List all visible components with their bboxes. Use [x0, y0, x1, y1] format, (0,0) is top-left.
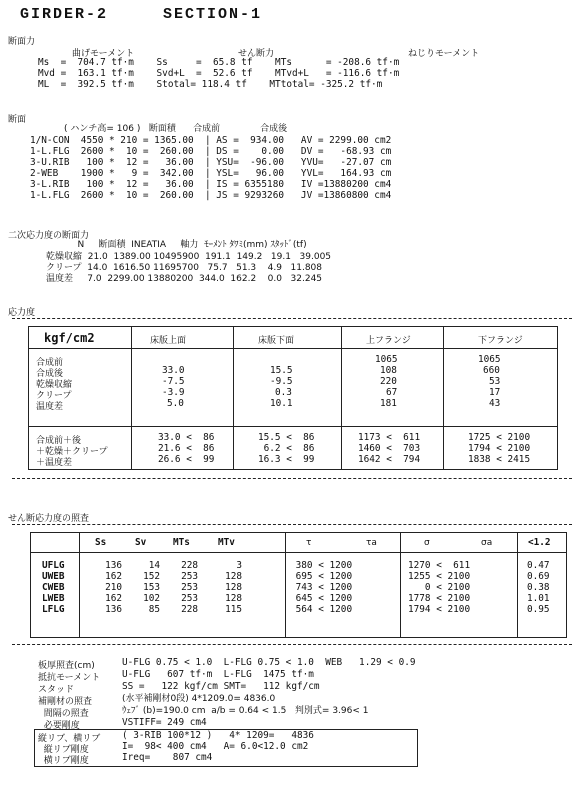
stress-cell: 181 — [380, 398, 397, 409]
forces-col-shear: せん断力 — [238, 49, 275, 59]
shear-cell: 0.47 — [527, 560, 550, 571]
section-row: 1-L.FLG 2600 * 10 = 260.00 | JS = 9293260 JV =13860800 cm4 — [30, 190, 392, 201]
shear-cell: 128 — [225, 571, 242, 582]
section-row: 1/N-CON 4550 * 210 = 1365.00 | AS = 934.00 AV = 2299.00 cm2 — [30, 135, 392, 146]
shear-cell: 0.95 — [527, 604, 550, 615]
stress-cell: 5.0 — [167, 398, 184, 409]
stress-cell: 15.5 < 86 — [258, 432, 315, 443]
stress-cell: 6.2 < 86 — [258, 443, 315, 454]
stress-col-upper-flange: 上フランジ — [366, 336, 411, 346]
shear-cell: 1255 < 2100 — [408, 571, 471, 582]
stress-heading: 応力度 — [8, 308, 36, 318]
forces-row: Ms = 704.7 tf·m Ss = 65.8 tf MTs = -208.6 tf·m — [38, 57, 400, 68]
stress-cell: 1725 < 2100 — [468, 432, 531, 443]
shear-cell: 0 < 2100 — [408, 582, 471, 593]
section-row: 3-L.RIB 100 * 12 = 36.00 | IS = 6355180 IV =13880200 cm4 — [30, 179, 392, 190]
section-row: 3-U.RIB 100 * 12 = 36.00 | YSU= -96.00 YVU= -27.07 cm — [30, 157, 392, 168]
stress-col-unit: kgf/cm2 — [44, 331, 95, 345]
stress-cell: 1065 — [478, 354, 501, 365]
stress-row-label: 合成前＋後 — [36, 436, 82, 446]
check-label: 抵抗モーメント — [38, 673, 101, 683]
secondary-row: クリープ 14.0 1616.50 11695700 75.7 51.3 4.9 11.808 — [46, 263, 322, 273]
stress-row-label: 温度差 — [36, 402, 64, 412]
stress-row-label: ＋乾燥＋クリープ — [36, 447, 108, 457]
secondary-heading: 二次応力度の断面力 — [8, 231, 90, 241]
check-label: 板厚照査(cm) — [38, 661, 95, 671]
forces-col-moment: 曲げモーメント — [72, 49, 135, 59]
shear-cell: 0.69 — [527, 571, 550, 582]
shear-col-tau-a: τa — [366, 538, 377, 548]
shear-col-ss: Ss — [95, 537, 107, 548]
check-label: 必要剛度 — [38, 721, 80, 731]
stress-col-slab-bottom: 床版下面 — [258, 336, 295, 346]
section-header: ( ハンチ高= 106 ) 断面積 合成前 合成後 — [64, 124, 288, 134]
shear-col-ratio: <1.2 — [528, 537, 551, 548]
shear-cell: 695 < 1200 — [290, 571, 353, 582]
secondary-row: 乾燥収縮 21.0 1389.00 10495900 191.1 149.2 19.1 39.005 — [46, 252, 332, 262]
stress-col-slab-top: 床版上面 — [150, 336, 187, 346]
stress-cell: -9.5 — [270, 376, 293, 387]
stress-cell: 1642 < 794 — [358, 454, 421, 465]
check-value: ｳｪﾌﾞ (b)=190.0 cm a/b = 0.64 < 1.5 判別式= 3.96< 1 — [122, 706, 369, 716]
check-value: U-FLG 607 tf·m L-FLG 1475 tf·m — [122, 669, 314, 680]
check-value: U-FLG 0.75 < 1.0 L-FLG 0.75 < 1.0 WEB 1.29 < 0.9 — [122, 657, 416, 668]
shear-cell: 253 — [181, 593, 198, 604]
shear-cell: 743 < 1200 — [290, 582, 353, 593]
stress-cell: 15.5 — [270, 365, 293, 376]
shear-col-mtv: MTv — [218, 537, 235, 548]
stress-cell: 108 — [380, 365, 397, 376]
shear-row-label: LFLG — [42, 604, 65, 615]
shear-col-mts: MTs — [173, 537, 190, 548]
forces-row: ML = 392.5 tf·m Stotal= 118.4 tf MTtotal= -325.2 tf·m — [38, 79, 383, 90]
secondary-row: 温度差 7.0 2299.00 13880200 344.0 162.2 0.0 32.245 — [46, 274, 323, 284]
shear-cell: 253 — [181, 571, 198, 582]
shear-cell: 115 — [225, 604, 242, 615]
stress-cell: 17 — [489, 387, 501, 398]
shear-cell: 0.38 — [527, 582, 550, 593]
shear-col-sigma: σ — [424, 538, 430, 548]
stress-cell: 1460 < 703 — [358, 443, 421, 454]
stress-cell: 1794 < 2100 — [468, 443, 531, 454]
shear-row-label: LWEB — [42, 593, 65, 604]
stress-cell: 43 — [489, 398, 501, 409]
check-value: VSTIFF= 249 cm4 — [122, 717, 207, 728]
stress-cell: 1065 — [375, 354, 398, 365]
check-label: 補剛材の照査 — [38, 697, 93, 707]
shear-cell: 1778 < 2100 — [408, 593, 471, 604]
check-value: (水平補剛材0段) 4*1209.0= 4836.0 — [122, 694, 276, 704]
shear-cell: 162 — [105, 593, 122, 604]
shear-heading: せん断応力度の照査 — [8, 514, 90, 524]
stress-row-label: 合成前 — [36, 358, 64, 368]
stress-cell: 26.6 < 99 — [158, 454, 215, 465]
section-row: 1-L.FLG 2600 * 10 = 260.00 | DS = 0.00 DV = -68.93 cm — [30, 146, 392, 157]
stress-cell: 33.0 — [162, 365, 185, 376]
forces-heading: 断面力 — [8, 37, 36, 47]
check-label: 間隔の照査 — [38, 709, 89, 719]
section-heading: 断面 — [8, 115, 27, 125]
shear-cell: 228 — [181, 604, 198, 615]
stress-cell: -3.9 — [162, 387, 185, 398]
rib-label: 横リブ剛度 — [38, 756, 89, 766]
rib-value: Ireq= 807 cm4 — [122, 752, 213, 763]
shear-row-label: UFLG — [42, 560, 65, 571]
shear-cell: 152 — [143, 571, 160, 582]
stress-row-label: 合成後 — [36, 369, 64, 379]
shear-cell: 128 — [225, 593, 242, 604]
shear-cell: 136 — [105, 560, 122, 571]
rib-value: I= 98< 400 cm4 A= 6.0<12.0 cm2 — [122, 741, 309, 752]
secondary-header: N 断面積 INEATIA 軸力 ﾓｰﾒﾝﾄ ﾀﾜﾐ(mm) ｽﾀｯﾄﾞ(tf) — [46, 240, 307, 250]
shear-row-label: UWEB — [42, 571, 65, 582]
shear-cell: 85 — [148, 604, 160, 615]
stress-row-label: ＋温度差 — [36, 458, 73, 468]
stress-cell: 220 — [380, 376, 397, 387]
stress-cell: 16.3 < 99 — [258, 454, 315, 465]
shear-row-label: CWEB — [42, 582, 65, 593]
check-label: スタッド — [38, 685, 75, 695]
rib-label: 縦リブ剛度 — [38, 745, 89, 755]
page-title: GIRDER-2 SECTION-1 — [20, 6, 263, 23]
shear-cell: 153 — [143, 582, 160, 593]
stress-cell: 1173 < 611 — [358, 432, 421, 443]
shear-cell: 3 — [236, 560, 242, 571]
shear-col-sv: Sv — [135, 537, 147, 548]
section-row: 2-WEB 1900 * 9 = 342.00 | YSL= 96.00 YVL= 164.93 cm — [30, 168, 392, 179]
shear-cell: 210 — [105, 582, 122, 593]
stress-cell: 53 — [489, 376, 501, 387]
forces-row: Mvd = 163.1 tf·m Svd+L = 52.6 tf MTvd+L = -116.6 tf·m — [38, 68, 400, 79]
stress-cell: 0.3 — [275, 387, 292, 398]
shear-cell: 136 — [105, 604, 122, 615]
rib-label: 縦リブ、横リブ — [38, 734, 101, 744]
shear-cell: 645 < 1200 — [290, 593, 353, 604]
stress-cell: 33.0 < 86 — [158, 432, 215, 443]
stress-row-label: 乾燥収縮 — [36, 380, 73, 390]
shear-col-sigma-a: σa — [481, 538, 493, 548]
shear-col-tau: τ — [306, 538, 312, 548]
rib-value: ( 3-RIB 100*12 ) 4* 1209= 4836 — [122, 730, 314, 741]
shear-cell: 380 < 1200 — [290, 560, 353, 571]
stress-cell: 21.6 < 86 — [158, 443, 215, 454]
stress-cell: 660 — [483, 365, 500, 376]
shear-cell: 228 — [181, 560, 198, 571]
shear-cell: 564 < 1200 — [290, 604, 353, 615]
shear-cell: 1.01 — [527, 593, 550, 604]
stress-cell: 1838 < 2415 — [468, 454, 531, 465]
stress-col-lower-flange: 下フランジ — [478, 336, 523, 346]
shear-cell: 162 — [105, 571, 122, 582]
stress-cell: -7.5 — [162, 376, 185, 387]
check-value: SS = 122 kgf/cm SMT= 112 kgf/cm — [122, 681, 320, 692]
shear-cell: 14 — [148, 560, 160, 571]
shear-cell: 128 — [225, 582, 242, 593]
shear-cell: 1794 < 2100 — [408, 604, 471, 615]
shear-cell: 102 — [143, 593, 160, 604]
stress-row-label: クリープ — [36, 391, 72, 401]
shear-cell: 1270 < 611 — [408, 560, 471, 571]
stress-cell: 67 — [386, 387, 398, 398]
forces-col-torsion: ねじりモーメント — [408, 49, 480, 59]
shear-cell: 253 — [181, 582, 198, 593]
stress-cell: 10.1 — [270, 398, 293, 409]
